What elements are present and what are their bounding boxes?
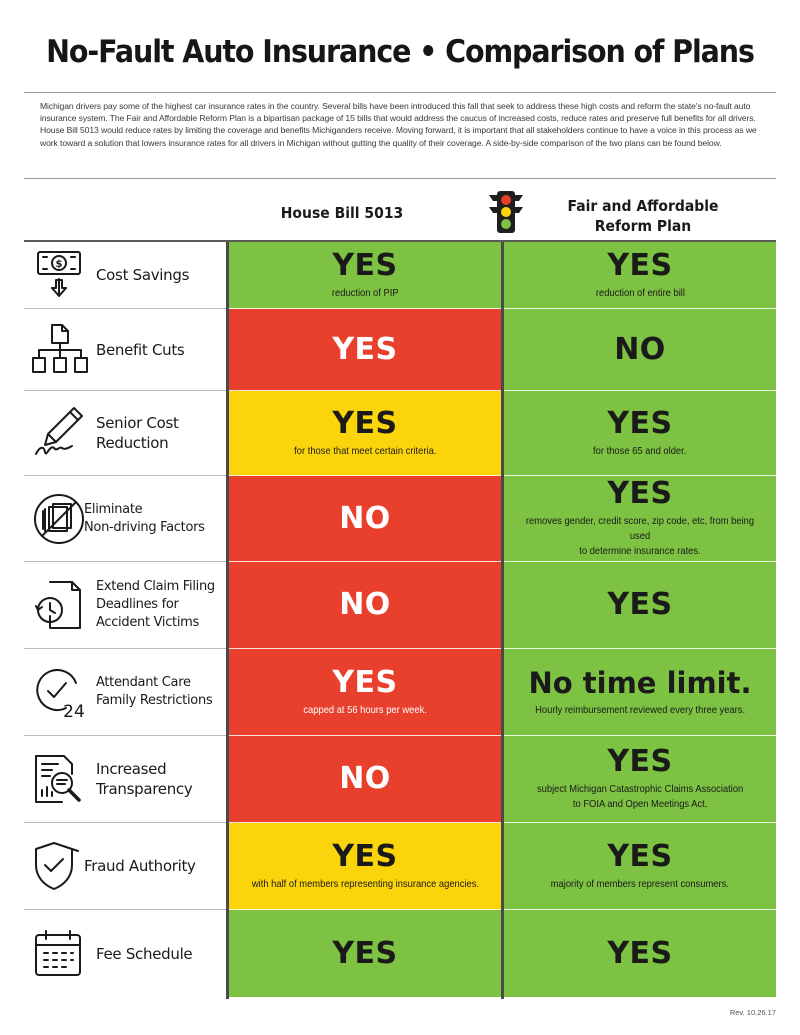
verdict-text: YES xyxy=(332,331,398,367)
row-label xyxy=(96,944,226,964)
house-bill-cell xyxy=(229,736,501,823)
column-header-reform-plan-line2: Reform Plan xyxy=(594,217,692,235)
verdict-note-line: with half of members representing insurance agencies. xyxy=(251,878,479,890)
verdict-note xyxy=(535,703,745,718)
page-title: No-Fault Auto Insurance • Comparison of Plans xyxy=(46,34,754,70)
verdict-note-line: capped at 56 hours per week. xyxy=(303,704,427,716)
reform-plan-cell xyxy=(504,476,776,562)
table-row xyxy=(24,736,776,823)
row-label-line: Increased xyxy=(96,760,167,778)
house-bill-cell xyxy=(229,476,501,562)
row-label-line: Cost Savings xyxy=(96,266,190,284)
row-label-cell xyxy=(24,649,226,736)
row-label-line: Attendant Care xyxy=(96,675,191,690)
verdict-text: YES xyxy=(332,664,398,700)
row-label xyxy=(96,340,226,360)
verdict-text: NO xyxy=(339,500,391,536)
verdict-text: YES xyxy=(607,744,673,779)
verdict-note xyxy=(294,444,436,459)
reform-plan-cell xyxy=(504,242,776,309)
verdict-note xyxy=(595,286,684,301)
verdict-note xyxy=(593,444,686,459)
column-header-house-bill: House Bill 5013 xyxy=(280,204,404,222)
row-label xyxy=(84,856,214,876)
column-separator xyxy=(226,242,229,999)
verdict-text: YES xyxy=(607,838,673,874)
column-separator xyxy=(501,242,504,999)
verdict-note-line: reduction of PIP xyxy=(331,287,399,299)
title-divider xyxy=(24,92,776,93)
no-documents-icon xyxy=(30,490,88,548)
shield-check-icon xyxy=(30,837,88,895)
verdict-text: NO xyxy=(614,331,666,367)
verdict-note-line: Hourly reimbursement reviewed every three years. xyxy=(535,704,745,716)
reform-plan-cell xyxy=(504,309,776,391)
row-label-line: Fee Schedule xyxy=(96,944,193,963)
verdict-text: YES xyxy=(332,838,398,874)
table-row xyxy=(24,562,776,649)
verdict-note-line: majority of members represent consumers. xyxy=(550,878,730,890)
revision-note: Rev. 10.26.17 xyxy=(729,1008,776,1017)
verdict-note-line: removes gender, credit score, zip code, etc, from being used xyxy=(525,516,755,542)
verdict-text: No time limit. xyxy=(528,665,752,700)
house-bill-cell xyxy=(229,242,501,309)
verdict-note xyxy=(303,703,426,718)
verdict-text: NO xyxy=(339,761,391,796)
row-label-line: Deadlines for xyxy=(96,597,179,612)
verdict-note-line: to determine insurance rates. xyxy=(579,546,701,557)
row-label-cell xyxy=(24,736,226,823)
table-row xyxy=(24,823,776,910)
row-label-line: Extend Claim Filing xyxy=(96,579,215,594)
house-bill-cell xyxy=(229,391,501,476)
verdict-text: YES xyxy=(332,247,398,283)
table-row xyxy=(24,910,776,997)
intro-divider xyxy=(24,178,776,179)
calendar-icon xyxy=(30,925,88,983)
house-bill-cell xyxy=(229,823,501,910)
verdict-note xyxy=(332,286,399,301)
row-label xyxy=(96,265,226,285)
verdict-text: YES xyxy=(332,405,398,441)
verdict-note-line: subject Michigan Catastrophic Claims Association xyxy=(536,784,744,795)
table-row xyxy=(24,649,776,736)
row-label-line: Family Restrictions xyxy=(96,693,213,708)
verdict-note-line: for those that meet certain criteria. xyxy=(293,445,437,457)
house-bill-cell xyxy=(229,309,501,391)
row-label-line: Senior Cost xyxy=(96,414,179,432)
row-label xyxy=(96,578,226,632)
svg-text:24: 24 xyxy=(63,702,85,721)
row-label xyxy=(96,413,226,453)
verdict-text: YES xyxy=(332,935,398,971)
intro-paragraph: Michigan drivers pay some of the highest car insurance rates in the country. Several bills have been introduced this fall that seek to address these high costs and reform the state's no-fault auto insurance system. The Fair and Affordable Reform Plan is a bipartisan package of 15 bills that would address the caucus of increased costs, reduce rates and preserve full benefits for all drivers. House Bill 5013 would reduce rates by limiting the coverage and benefits Michiganders receive. Moving forward, it is important that all stakeholders continue to have a voice in this process as we work toward a solution that lowers insurance rates for all drivers in Michigan without gutting the quality of their coverage. A side-by-side comparison of the two plans can be found below. xyxy=(40,101,757,148)
row-label-cell xyxy=(24,309,226,391)
reform-plan-cell xyxy=(504,562,776,649)
house-bill-cell xyxy=(229,649,501,736)
verdict-note xyxy=(251,877,478,892)
verdict-note xyxy=(515,514,765,559)
row-label-line: Reduction xyxy=(96,434,169,452)
house-bill-cell xyxy=(229,562,501,649)
verdict-note-line: for those 65 and older. xyxy=(593,445,687,457)
verdict-text: YES xyxy=(607,405,673,441)
row-label-cell xyxy=(24,823,226,910)
reform-plan-cell xyxy=(504,910,776,997)
hierarchy-cuts-icon xyxy=(30,321,88,379)
verdict-note xyxy=(551,877,729,892)
table-row xyxy=(24,476,776,562)
verdict-text: NO xyxy=(339,587,391,622)
check-24-icon xyxy=(30,663,88,721)
row-label xyxy=(84,501,214,537)
verdict-text: YES xyxy=(607,476,673,511)
table-row xyxy=(24,242,776,309)
row-label-cell xyxy=(24,562,226,649)
reform-plan-cell xyxy=(504,391,776,476)
table-row xyxy=(24,309,776,391)
reform-plan-cell xyxy=(504,649,776,736)
money-savings-icon xyxy=(30,246,88,304)
house-bill-cell xyxy=(229,910,501,997)
document-magnifier-icon xyxy=(30,750,88,808)
verdict-text: YES xyxy=(607,935,673,971)
verdict-note xyxy=(537,782,743,812)
comparison-table xyxy=(24,240,776,997)
column-header-reform-plan xyxy=(558,196,729,236)
column-header-reform-plan-line1: Fair and Affordable xyxy=(567,197,719,215)
row-label xyxy=(96,674,226,710)
reform-plan-cell xyxy=(504,736,776,823)
verdict-note-line: to FOIA and Open Meetings Act. xyxy=(572,799,708,810)
traffic-light-icon xyxy=(485,189,527,235)
verdict-text: YES xyxy=(607,247,673,283)
row-label xyxy=(96,759,226,799)
pen-signature-icon xyxy=(30,404,88,462)
svg-text:$: $ xyxy=(55,259,63,270)
row-label-cell xyxy=(24,910,226,997)
row-label-line: Accident Victims xyxy=(96,615,200,630)
row-label-line: Transparency xyxy=(96,780,193,798)
row-label-cell xyxy=(24,391,226,476)
document-clock-icon xyxy=(30,576,88,634)
verdict-note-line: reduction of entire bill xyxy=(595,287,685,299)
reform-plan-cell xyxy=(504,823,776,910)
row-label-line: Benefit Cuts xyxy=(96,340,185,359)
table-row xyxy=(24,391,776,476)
row-label-line: Fraud Authority xyxy=(84,857,196,875)
verdict-text: YES xyxy=(607,587,673,622)
row-label-line: Eliminate xyxy=(84,501,143,517)
row-label-cell xyxy=(24,242,226,309)
row-label-line: Non-driving Factors xyxy=(84,519,205,535)
row-label-cell xyxy=(24,476,226,562)
